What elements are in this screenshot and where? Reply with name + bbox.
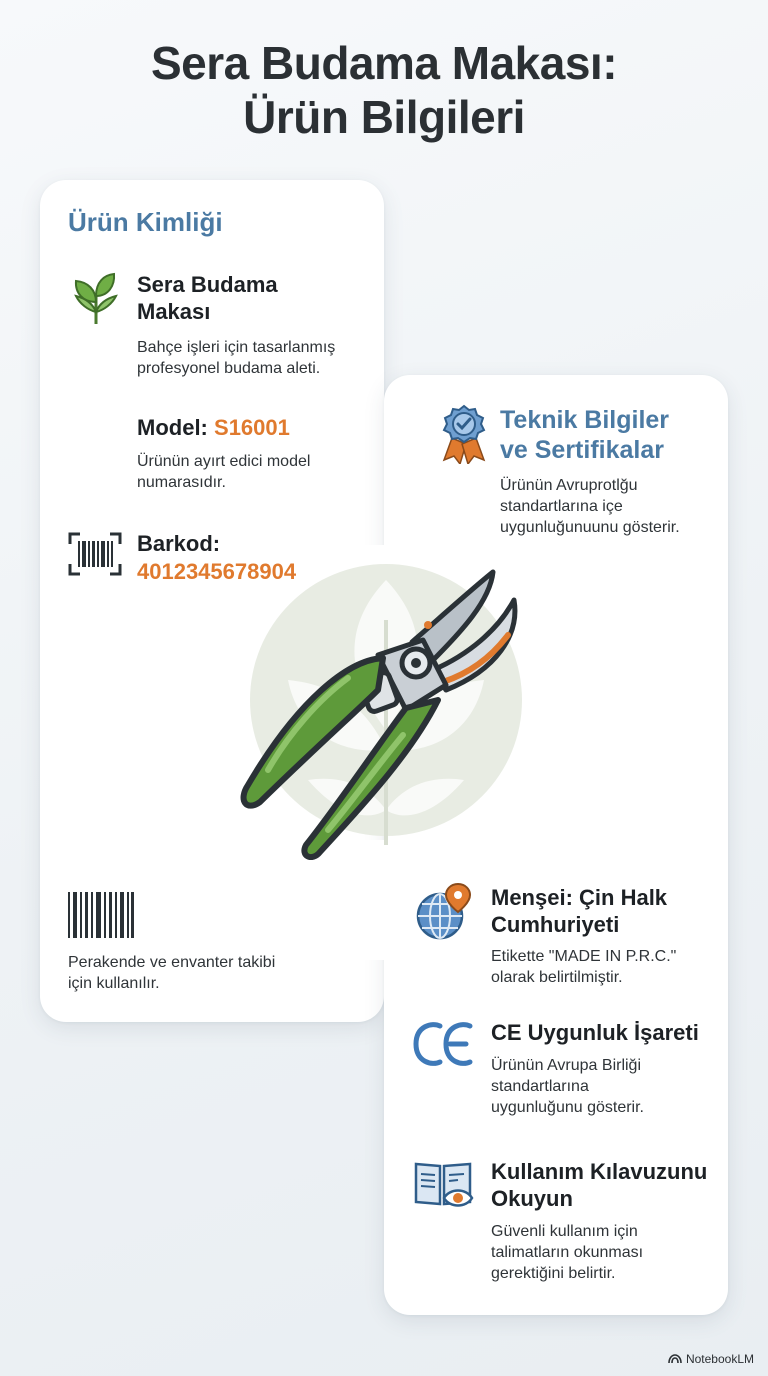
product-name-line2: Makası — [137, 299, 211, 324]
notebooklm-watermark — [668, 1352, 754, 1366]
product-name — [137, 271, 278, 325]
page-title-line1: Sera Budama Makası: — [150, 37, 618, 89]
model-description — [137, 451, 310, 493]
technical-info-description-line2: standartlarına içe — [500, 498, 623, 515]
barcode-label: Barkod: — [137, 531, 221, 556]
barcode-scan-icon — [68, 532, 122, 576]
ce-description — [491, 1055, 644, 1118]
manual-title-line2: Okuyun — [491, 1186, 573, 1211]
ce-mark-icon — [412, 1020, 476, 1068]
manual-description-line1: Güvenli kullanım için — [491, 1223, 638, 1240]
model-description-line2: numarasıdır. — [137, 474, 226, 491]
ce-title: CE Uygunluk İşareti — [491, 1020, 699, 1045]
manual-description — [491, 1221, 643, 1284]
origin-title-line1: Menşei: Çin Halk — [491, 885, 668, 910]
technical-info-description — [500, 475, 680, 538]
ce-description-line1: Ürünün Avrupa Birliği — [491, 1057, 642, 1074]
origin-description — [491, 946, 676, 988]
barcode-description-line2: için kullanılır. — [68, 975, 160, 992]
barcode-value: 4012345678904 — [137, 559, 297, 584]
globe-pin-icon — [414, 882, 474, 942]
barcode-description-line1: Perakende ve envanter takibi — [68, 954, 276, 971]
page-title — [0, 36, 768, 144]
manual-description-line3: gerektiğini belirtir. — [491, 1265, 616, 1282]
barcode-description — [68, 952, 275, 994]
technical-info-heading-line2: ve Sertifikalar — [500, 436, 664, 464]
manual-description-line2: talimatların okunması — [491, 1244, 644, 1261]
product-description — [137, 337, 335, 379]
product-name-line1: Sera Budama — [137, 272, 278, 297]
origin-description-line2: olarak belirtilmiştir. — [491, 969, 623, 986]
technical-info-description-line3: uygunluğunuunu gösterir. — [500, 519, 680, 536]
watermark-text: NotebookLM — [685, 1352, 754, 1366]
technical-info-heading-line1: Teknik Bilgiler — [500, 406, 670, 434]
origin-title — [491, 884, 667, 938]
technical-info-description-line1: Ürünün Avruprotlğu — [500, 477, 638, 494]
badge-icon — [440, 404, 488, 464]
ce-description-line2: standartlarına — [491, 1078, 589, 1095]
sprout-icon — [70, 272, 122, 326]
model-description-line1: Ürünün ayırt edici model — [137, 453, 311, 470]
model-value: S16001 — [214, 415, 290, 440]
technical-info-heading — [500, 405, 669, 465]
product-identity-heading: Ürün Kimliği — [68, 207, 223, 237]
book-eye-icon — [412, 1158, 474, 1212]
page-title-line2: Ürün Bilgileri — [243, 91, 525, 143]
pruning-shears-illustration — [228, 560, 528, 860]
model-label: Model: — [137, 415, 208, 440]
barcode-icon — [68, 892, 134, 938]
origin-description-line1: Etikette "MADE IN P.R.C." — [491, 948, 677, 965]
model-row — [137, 414, 290, 441]
product-description-line2: profesyonel budama aleti. — [137, 360, 321, 377]
manual-title-line1: Kullanım Kılavuzunu — [491, 1159, 708, 1184]
manual-title — [491, 1158, 707, 1212]
product-description-line1: Bahçe işleri için tasarlanmış — [137, 339, 336, 356]
ce-description-line3: uygunluğunu gösterir. — [491, 1099, 644, 1116]
notebooklm-logo-icon — [668, 1354, 682, 1364]
origin-title-line2: Cumhuriyeti — [491, 912, 620, 937]
